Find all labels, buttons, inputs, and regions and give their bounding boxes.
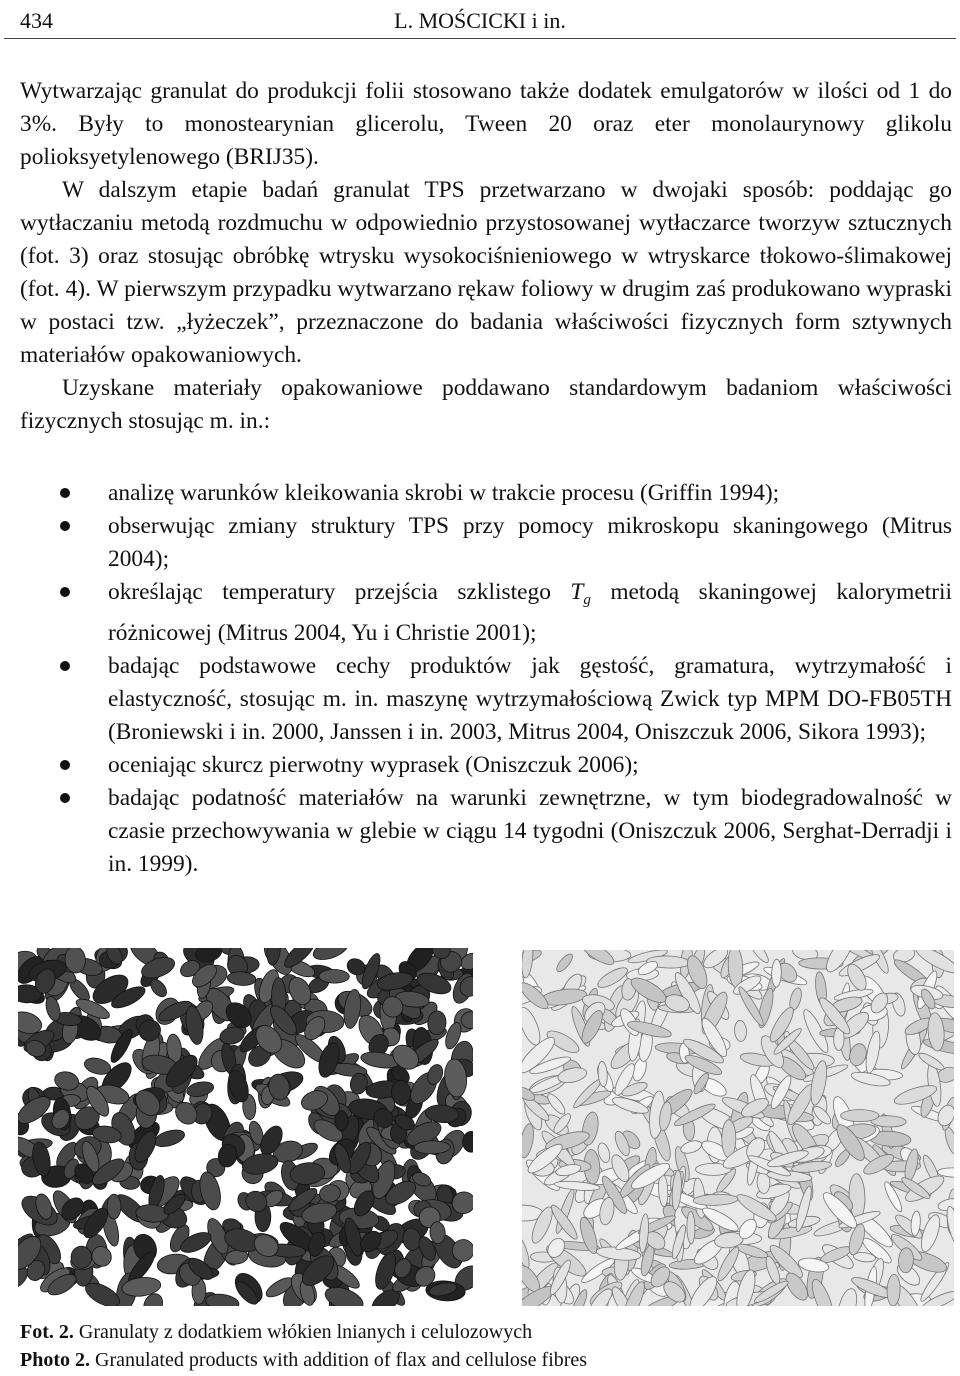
list-item: [20, 650, 952, 749]
list-item-text: określając temperatury przejścia szklistego: [108, 579, 571, 605]
caption-english-text: Granulated products with addition of flax and cellulose fibres: [90, 1349, 588, 1371]
caption-polish: [20, 1318, 952, 1346]
paragraph-testing-intro: Uzyskane materiały opakowaniowe poddawano standardowym badaniom właściwości fizycznych stosując m. in.:: [20, 375, 952, 434]
list-item-text: badając podatność materiałów na warunki zewnętrzne, w tym biodegradowalność w czasie przechowywania w glebie w ciągu 14 tygodni (Oniszczuk 2006, Serghat-Derradji i in. 1999).: [108, 785, 952, 877]
figure-captions: [20, 1318, 952, 1374]
glass-transition-symbol: T: [570, 579, 584, 605]
page-number: 434: [20, 8, 53, 33]
list-item: [20, 782, 952, 881]
header-rule: [4, 38, 956, 39]
glass-transition-subscript: g: [583, 592, 591, 608]
caption-polish-label: Fot. 2.: [20, 1321, 74, 1343]
body-text: [20, 75, 952, 438]
caption-polish-text: Granulaty z dodatkiem włókien lnianych i celulozowych: [73, 1321, 533, 1343]
list-item-text: analizę warunków kleikowania skrobi w trakcie procesu (Griffin 1994);: [108, 480, 780, 506]
list-item: [20, 477, 952, 510]
photo-flax-granules: [18, 948, 473, 1306]
bullet-icon: [60, 521, 70, 531]
caption-english: [20, 1346, 952, 1374]
test-methods-list: [20, 477, 952, 881]
list-item-text: obserwując zmiany struktury TPS przy pomocy mikroskopu skaningowego (Mitrus 2004);: [108, 513, 952, 572]
page-header: [0, 0, 960, 44]
list-item: [20, 749, 952, 782]
photo-figure: [18, 948, 954, 1308]
photo-cellulose-granules: [522, 950, 954, 1306]
running-head: L. MOŚCICKI i in.: [394, 8, 566, 33]
bullet-icon: [60, 661, 70, 671]
list-item: [20, 576, 952, 650]
bullet-icon: [60, 760, 70, 770]
list-item: [20, 510, 952, 576]
bullet-icon: [60, 587, 70, 597]
paragraph-emulsifiers: Wytwarzając granulat do produkcji folii stosowano także dodatek emulgatorów w ilości od 1 do 3%. Były to monostearynian glicerolu, Tween 20 oraz eter monolaurynowy glikolu polioksyetylenowego (BRIJ35).: [20, 78, 952, 170]
list-item-text-cont: metodą skaningowej kalorymetrii różnicowej (Mitrus 2004, Yu i Christie 2001);: [108, 579, 952, 646]
list-item-text: oceniając skurcz pierwotny wyprasek (Oniszczuk 2006);: [108, 752, 639, 778]
caption-english-label: Photo 2.: [20, 1349, 90, 1371]
bullet-icon: [60, 793, 70, 803]
paragraph-processing: W dalszym etapie badań granulat TPS przetwarzano w dwojaki sposób: poddając go wytłaczaniu metodą rozdmuchu w odpowiednio przystosowanej wytłaczarce tworzyw sztucznych (fot. 3) oraz stosując obróbkę wtrysku wysokociśnieniowego w wtryskarce tłokowo-ślimakowej (fot. 4). W pierwszym przypadku wytwarzano rękaw foliowy w drugim zaś produkowano wypraski w postaci tzw. „łyżeczek”, przeznaczone do badania właściwości fizycznych form sztywnych materiałów opakowaniowych.: [20, 177, 952, 368]
bullet-icon: [60, 488, 70, 498]
list-item-text: badając podstawowe cechy produktów jak gęstość, gramatura, wytrzymałość i elastyczność, stosując m. in. maszynę wytrzymałościową Zwick typ MPM DO-FB05TH (Broniewski i in. 2000, Janssen i in. 2003, Mitrus 2004, Oniszczuk 2006, Sikora 1993);: [108, 653, 952, 745]
